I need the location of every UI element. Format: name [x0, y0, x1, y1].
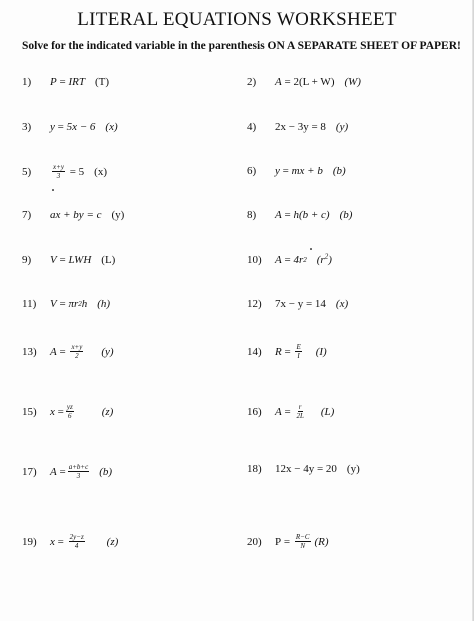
- equation-lhs: A: [50, 345, 57, 358]
- equation-lhs: P: [50, 76, 57, 88]
- fraction-numerator: 2y−z: [69, 533, 84, 541]
- solve-for-variable: (y): [335, 121, 349, 133]
- equals-sign: =: [284, 405, 291, 418]
- equation-rhs: LWH: [68, 254, 92, 266]
- solve-for-variable: (R): [314, 535, 329, 548]
- problem-4: [247, 121, 348, 133]
- problem-number: 20): [247, 535, 262, 548]
- fraction-numerator: yz: [66, 403, 73, 411]
- equation: [275, 343, 304, 360]
- problem-19: [22, 533, 118, 550]
- problem-number: 16): [247, 405, 262, 418]
- problem-number: 12): [247, 298, 262, 310]
- problem-5: [22, 163, 107, 180]
- equals-sign: =: [57, 405, 64, 418]
- problem-10: [247, 254, 332, 266]
- equation-rhs: 5: [78, 165, 85, 178]
- solve-for-variable: (I): [315, 345, 327, 358]
- problem-1: [22, 76, 109, 88]
- equals-sign: =: [59, 76, 66, 88]
- problem-3: [22, 121, 118, 133]
- fraction-denominator: 4: [74, 542, 79, 550]
- equation: [275, 298, 326, 310]
- equation: [50, 121, 95, 133]
- equation: V = πr 2 h: [50, 298, 88, 310]
- equation: [50, 343, 85, 360]
- scan-speck: [310, 248, 312, 250]
- problem-16: [247, 403, 334, 420]
- equation: [275, 76, 334, 88]
- fraction-denominator: 3: [56, 172, 61, 180]
- equals-sign: =: [284, 76, 291, 88]
- fraction-denominator: I: [297, 352, 300, 360]
- fraction: [70, 343, 83, 360]
- problem-7: [22, 209, 124, 221]
- problem-14: [247, 343, 327, 360]
- equals-sign: =: [284, 345, 291, 358]
- equation-rhs: 5x − 6: [66, 121, 96, 133]
- problem-number: 2): [247, 76, 257, 88]
- equals-sign: =: [284, 254, 291, 266]
- problem-number: 17): [22, 465, 37, 478]
- equation-rhs: 4r: [293, 254, 304, 266]
- solve-for-variable: (z): [101, 405, 114, 418]
- fraction-numerator: r: [298, 403, 302, 411]
- problem-number: 15): [22, 405, 37, 418]
- equation-rhs: h(b + c): [293, 209, 330, 221]
- equals-sign: =: [57, 121, 64, 133]
- equation-rhs-tail: h: [81, 298, 88, 310]
- solve-for-variable: (x): [94, 165, 107, 178]
- fraction: [52, 163, 65, 180]
- solve-for-variable: (b): [99, 465, 113, 478]
- problem-number: 13): [22, 345, 37, 358]
- equation-rhs: πr: [68, 298, 79, 310]
- equals-sign: =: [59, 254, 66, 266]
- problem-2: [247, 76, 361, 88]
- problem-number: 11): [22, 298, 37, 310]
- equation-rhs: IRT: [68, 76, 85, 88]
- problem-number: 19): [22, 535, 37, 548]
- solve-for-variable: (x): [335, 298, 349, 310]
- equation-rhs: 2(L + W): [293, 76, 335, 88]
- equation-expression: ax + by = c: [50, 209, 102, 221]
- problem-17: [22, 463, 112, 480]
- equation-lhs: A: [275, 76, 282, 88]
- fraction: [295, 533, 311, 550]
- equals-sign: =: [284, 209, 291, 221]
- fraction-numerator: a+b+c: [68, 463, 89, 471]
- instructions: Solve for the indicated variable in the parenthesis ON A SEPARATE SHEET OF PAPER!: [22, 40, 461, 52]
- equation-lhs: A: [50, 465, 57, 478]
- solve-for-variable: (h): [97, 298, 111, 310]
- fraction-numerator: x+y: [53, 163, 64, 171]
- solve-for-variable: (b): [332, 165, 346, 177]
- problem-number: 7): [22, 209, 32, 221]
- equation-lhs: V: [50, 254, 57, 266]
- variable-base: (r: [316, 254, 325, 266]
- fraction-numerator: E: [296, 343, 301, 351]
- problem-18: [247, 463, 360, 475]
- solve-for-variable: (L): [101, 254, 116, 266]
- equation: [50, 533, 87, 550]
- problem-number: 18): [247, 463, 262, 475]
- fraction-denominator: 6: [68, 412, 72, 420]
- solve-for-variable: (z): [106, 535, 119, 548]
- solve-for-variable: (x): [105, 121, 118, 133]
- problem-13: [22, 343, 114, 360]
- equation: [275, 463, 337, 475]
- equation-lhs: A: [275, 254, 282, 266]
- fraction-numerator: R−C: [295, 533, 310, 541]
- equation: [275, 533, 313, 550]
- equation-lhs: y: [50, 121, 55, 133]
- equation: [275, 209, 330, 221]
- problem-number: 9): [22, 254, 32, 266]
- equation-rhs: mx + b: [291, 165, 323, 177]
- equation-lhs: x: [50, 405, 55, 418]
- equation: [50, 403, 76, 420]
- equation: [50, 76, 85, 88]
- problem-6: [247, 165, 346, 177]
- problem-number: 14): [247, 345, 262, 358]
- equation-lhs: P: [275, 535, 282, 548]
- fraction-denominator: 2L: [296, 412, 304, 420]
- problem-number: 1): [22, 76, 32, 88]
- fraction: [66, 403, 74, 420]
- fraction: [68, 463, 90, 480]
- fraction: [295, 403, 304, 420]
- problem-9: [22, 254, 115, 266]
- equals-sign: =: [282, 165, 289, 177]
- equation: [50, 254, 91, 266]
- equation-lhs: x: [50, 535, 55, 548]
- equals-sign: =: [59, 345, 66, 358]
- equals-sign: =: [57, 535, 64, 548]
- solve-for-variable: (y): [111, 209, 125, 221]
- equals-sign: =: [59, 465, 66, 478]
- equation-lhs: R: [275, 345, 282, 358]
- solve-for-variable: (T): [94, 76, 109, 88]
- problem-number: 8): [247, 209, 257, 221]
- equation: A = 4r 2: [275, 254, 307, 266]
- fraction: [295, 343, 301, 360]
- problem-15: [22, 403, 113, 420]
- problem-number: 4): [247, 121, 257, 133]
- equation-lhs: A: [275, 405, 282, 418]
- variable-close: ): [328, 254, 332, 266]
- solve-for-variable: (L): [320, 405, 335, 418]
- problem-11: [22, 298, 110, 310]
- fraction-denominator: N: [300, 542, 306, 550]
- equation-expression: 2x − 3y = 8: [275, 121, 326, 133]
- solve-for-variable: (y): [101, 345, 114, 358]
- equation: [50, 463, 91, 480]
- page-title: LITERAL EQUATIONS WORKSHEET: [77, 9, 397, 30]
- equation-expression: 12x − 4y = 20: [275, 463, 337, 475]
- solve-for-variable: (W): [344, 76, 361, 88]
- exponent: 2: [324, 252, 329, 261]
- equation: [275, 403, 307, 420]
- solve-for-variable: (y): [346, 463, 360, 475]
- equation: [275, 121, 326, 133]
- equation: [275, 165, 323, 177]
- equals-sign: =: [69, 165, 76, 178]
- problem-number: 5): [22, 165, 32, 178]
- equation-lhs: y: [275, 165, 280, 177]
- equation: [50, 163, 84, 180]
- solve-for-variable: (b): [339, 209, 353, 221]
- equation-lhs: A: [275, 209, 282, 221]
- solve-for-variable: [317, 254, 332, 266]
- problem-8: [247, 209, 352, 221]
- fraction: [69, 533, 85, 550]
- equals-sign: =: [59, 298, 66, 310]
- problem-20: [247, 533, 329, 550]
- fraction-denominator: 2: [75, 352, 79, 360]
- problem-number: 10): [247, 254, 262, 266]
- fraction-denominator: 3: [76, 472, 81, 480]
- equals-sign: =: [283, 535, 291, 548]
- problem-number: 3): [22, 121, 32, 133]
- equation-lhs: V: [50, 298, 57, 310]
- equation-expression: 7x − y = 14: [275, 298, 326, 310]
- scan-speck: [52, 189, 54, 191]
- problem-12: [247, 298, 348, 310]
- fraction-numerator: x+y: [71, 343, 83, 351]
- equation: [50, 209, 102, 221]
- problem-number: 6): [247, 165, 257, 177]
